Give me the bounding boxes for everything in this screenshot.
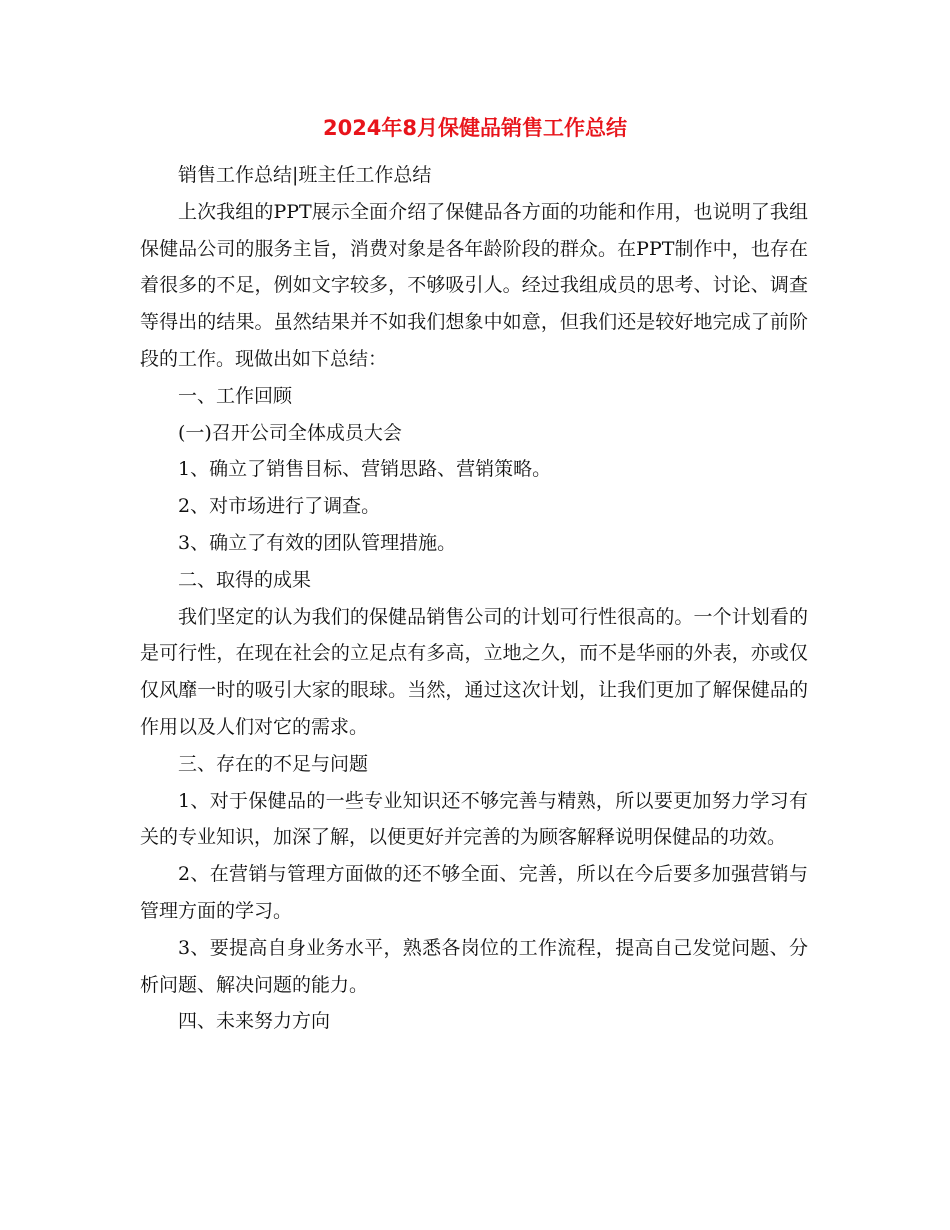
list-item: 2、对市场进行了调查。 — [178, 495, 381, 518]
section-heading-future: 四、未来努力方向 — [178, 1010, 331, 1033]
document-body — [140, 157, 808, 1040]
results-paragraph: 我们坚定的认为我们的保健品销售公司的计划可行性很高的。一个计划看的是可行性，在现在社会的立足点有多高，立地之久，而不是华丽的外表，亦或仅仅风靡一时的吸引大家的眼球。当然，通过这次计划，让我们更加了解保健品的作用以及人们对它的需求。 — [140, 605, 808, 738]
document-title: 2024年8月保健品销售工作总结 — [322, 116, 628, 140]
subsection-heading-meeting: (一)召开公司全体成员大会 — [178, 421, 402, 444]
section-heading-review: 一、工作回顾 — [178, 384, 293, 407]
list-item: 3、要提高自身业务水平，熟悉各岗位的工作流程，提高自己发觉问题、分析问题、解决问题的能力。 — [140, 936, 808, 996]
list-item: 2、在营销与管理方面做的还不够全面、完善，所以在今后要多加强营销与管理方面的学习。 — [140, 863, 808, 922]
list-item: 1、对于保健品的一些专业知识还不够完善与精熟，所以要更加努力学习有关的专业知识，加深了解，以便更好并完善的为顾客解释说明保健品的功效。 — [140, 789, 808, 849]
subtitle-line: 销售工作总结|班主任工作总结 — [178, 164, 432, 186]
list-item: 3、确立了有效的团队管理措施。 — [178, 531, 457, 554]
list-item: 1、确立了销售目标、营销思路、营销策略。 — [178, 458, 552, 481]
intro-paragraph: 上次我组的PPT展示全面介绍了保健品各方面的功能和作用，也说明了我组保健品公司的服务主旨，消费对象是各年龄阶段的群众。在PPT制作中，也存在着很多的不足，例如文字较多，不够吸引人。经过我组成员的思考、讨论、调查等得出的结果。虽然结果并不如我们想象中如意，但我们还是较好地完成了前阶段的工作。现做出如下总结： — [140, 200, 808, 370]
section-heading-problems: 三、存在的不足与问题 — [178, 752, 369, 775]
section-heading-results: 二、取得的成果 — [178, 568, 312, 591]
